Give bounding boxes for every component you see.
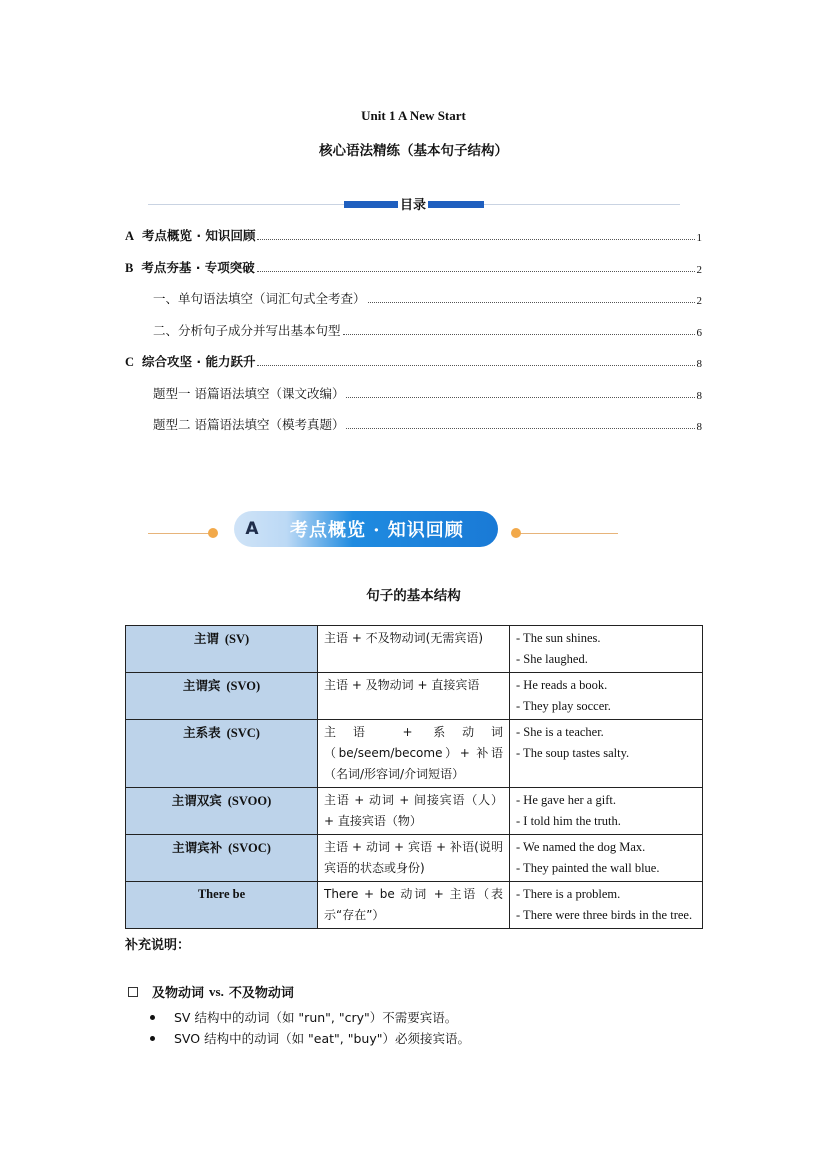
toc-text: 考点夯基 · 专项突破 [141,259,255,275]
structure-name-cell [126,673,318,720]
checkbox-icon [128,987,138,997]
table-row [126,788,703,835]
toc-text: 题型一 语篇语法填空（课文改编） [153,385,345,401]
banner-line-right [518,533,618,534]
example-sentence: - He gave her a gift. [516,793,616,807]
toc-leader [257,365,694,366]
example-sentence: - The soup tastes salty. [516,746,630,760]
toc-list [125,226,702,433]
structure-examples [510,626,703,673]
structure-name-cell [126,882,318,929]
structure-name: 主谓 [193,631,219,646]
bullet-text: SVO 结构中的动词（如 "eat", "buy"）必须接宾语。 [174,1031,471,1046]
structure-examples [510,788,703,835]
toc-leader [343,334,695,335]
table-row [126,673,703,720]
toc-prefix: A [125,229,135,243]
structure-examples [510,720,703,788]
toc-entry[interactable] [125,415,702,433]
structure-code: (SVOC) [228,841,271,855]
structure-formula: 主语 + 及物动词 + 直接宾语 [318,673,510,720]
table-row [126,882,703,929]
heading-part-a: 及物动词 [152,986,205,1001]
structure-formula: 主语 + 动词 + 间接宾语（人） + 直接宾语（物） [318,788,510,835]
structure-name-cell [126,720,318,788]
toc-page: 8 [696,358,702,370]
example-sentence: - They painted the wall blue. [516,861,660,875]
toc-entry[interactable] [125,384,702,402]
example-sentence: - I told him the truth. [516,814,621,828]
toc-leader [257,271,695,272]
structure-name-cell [126,626,318,673]
example-sentence: - There were three birds in the tree. [516,908,693,922]
toc-leader [346,397,694,398]
example-sentence: - The sun shines. [516,631,601,645]
page-subtitle: 核心语法精练（基本句子结构） [319,143,508,159]
structure-name: 主谓双宾 [171,793,222,808]
toc-text: 题型二 语篇语法填空（模考真题） [153,417,345,432]
toc-page: 2 [696,263,702,276]
banner-line-left [148,533,213,534]
structure-examples [510,882,703,929]
bullet-item [150,1008,457,1026]
structure-code: (SV) [224,632,250,646]
sentence-structure-table [125,625,703,929]
example-sentence: - They play soccer. [516,699,611,713]
toc-leader [257,239,694,240]
bullet-item [150,1029,470,1047]
heading-vs: vs. [209,983,224,999]
structure-name: 主谓宾 [182,678,221,693]
structure-name-cell [126,788,318,835]
toc-prefix: B [125,260,134,275]
toc-label: 目录 [398,194,428,213]
bullet-icon [150,1036,155,1041]
toc-text: 一、单句语法填空（词汇句式全考查） [153,291,366,306]
structure-formula: 主语 + 动词 + 宾语 + 补语(说明宾语的状态或身份) [318,835,510,882]
toc-page: 8 [696,389,702,402]
unit-title: Unit 1 A New Start [361,108,466,123]
example-sentence: - She is a teacher. [516,725,604,739]
section-letter: A [245,519,259,539]
toc-text: 综合攻坚 · 能力跃升 [142,354,256,369]
heading-part-b: 不及物动词 [228,986,294,1001]
structure-name-cell [126,835,318,882]
example-sentence: - We named the dog Max. [516,840,646,854]
toc-page: 1 [696,232,702,244]
toc-text: 二、分析句子成分并写出基本句型 [153,322,341,338]
bullet-icon [150,1015,155,1020]
toc-page: 6 [696,326,702,339]
structure-code: (SVC) [226,726,260,740]
banner-dot-left [208,528,218,538]
example-sentence: - She laughed. [516,652,588,666]
section-heading [128,982,294,1001]
structure-name: There be [197,887,246,901]
toc-page: 2 [696,295,702,307]
structure-examples [510,673,703,720]
toc-entry[interactable] [125,226,702,244]
toc-leader [368,302,695,303]
toc-entry[interactable] [125,289,702,307]
section-a-banner [234,511,498,547]
structure-name: 主谓宾补 [172,840,223,855]
table-title: 句子的基本结构 [366,588,461,604]
structure-examples [510,835,703,882]
toc-prefix: C [125,355,135,369]
structure-code: (SVO) [226,679,261,693]
toc-page: 8 [696,421,702,433]
section-title: 考点概览 · 知识回顾 [290,520,464,541]
note-label: 补充说明： [125,938,191,953]
toc-entry[interactable] [125,258,702,276]
table-row [126,720,703,788]
toc-entry[interactable] [125,352,702,370]
structure-formula: There + be 动词 + 主语（表示“存在”） [318,882,510,929]
table-row [126,835,703,882]
toc-text: 考点概览 · 知识回顾 [142,228,256,243]
example-sentence: - He reads a book. [516,678,608,692]
banner-dot-right [511,528,521,538]
structure-name: 主系表 [183,725,221,740]
bullet-text: SV 结构中的动词（如 "run", "cry"）不需要宾语。 [174,1010,458,1025]
structure-formula: 主语 + 系动词（be/seem/become）+ 补语（名词/形容词/介词短语） [318,720,510,788]
example-sentence: - There is a problem. [516,887,621,901]
table-row [126,626,703,673]
structure-code: (SVOO) [227,794,272,808]
toc-leader [346,428,694,429]
structure-formula: 主语 + 不及物动词(无需宾语) [318,626,510,673]
toc-entry[interactable] [125,321,702,339]
